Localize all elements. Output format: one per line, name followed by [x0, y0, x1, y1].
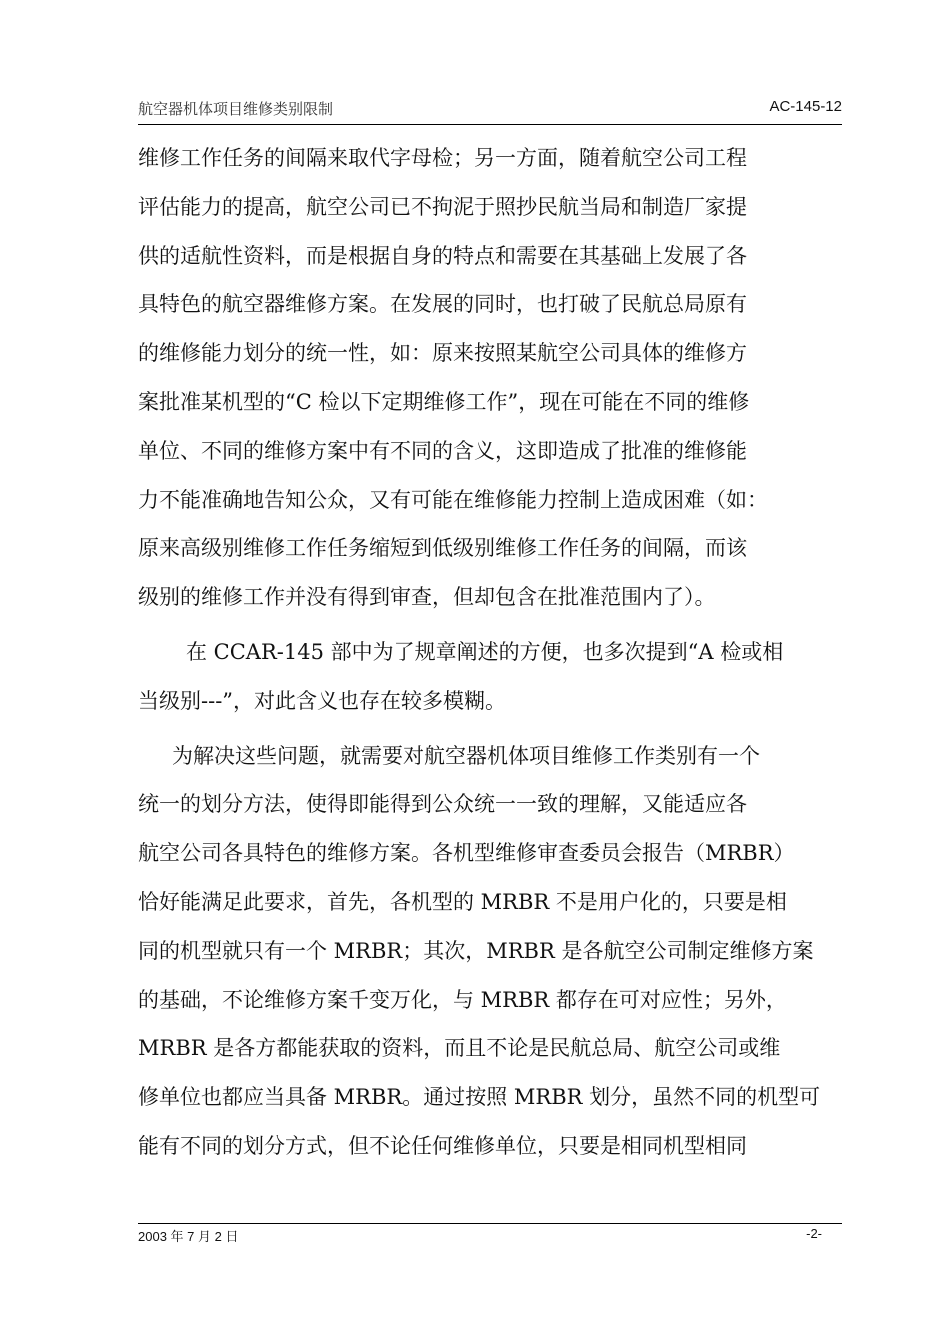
- footer-date: 2003 年 7 月 2 日: [138, 1229, 239, 1244]
- paragraph-line: 具特色的航空器维修方案。在发展的同时，也打破了民航总局原有: [138, 292, 747, 317]
- paragraph-line: 的维修能力划分的统一性，如：原来按照某航空公司具体的维修方: [138, 341, 747, 366]
- paragraph-line: 案批准某机型的“C 检以下定期维修工作”，现在可能在不同的维修: [138, 389, 750, 414]
- page-number: -2-: [806, 1226, 822, 1241]
- paragraph-line: 级别的维修工作并没有得到审查，但却包含在批准范围内了）。: [138, 585, 716, 610]
- paragraph-line: 同的机型就只有一个 MRBR；其次，MRBR 是各航空公司制定维修方案: [138, 938, 814, 963]
- document-body: [138, 134, 848, 1171]
- paragraph-line: 在 CCAR-145 部中为了规章阐述的方便，也多次提到“A 检或相: [186, 639, 784, 664]
- document-code: AC-145-12: [769, 98, 842, 115]
- document-title: 航空器机体项目维修类别限制: [138, 100, 334, 118]
- paragraph-line: 为解决这些问题，就需要对航空器机体项目维修工作类别有一个: [172, 743, 760, 768]
- paragraph-line: 力不能准确地告知公众，又有可能在维修能力控制上造成困难（如：: [138, 487, 768, 512]
- paragraph-line: 能有不同的划分方式，但不论任何维修单位，只要是相同机型相同: [138, 1133, 747, 1158]
- page-footer: [138, 1223, 842, 1244]
- paragraph-line: 原来高级别维修工作任务缩短到低级别维修工作任务的间隔，而该: [138, 536, 747, 561]
- paragraph-line: 统一的划分方法，使得即能得到公众统一一致的理解，又能适应各: [138, 792, 747, 817]
- paragraph-line: 航空公司各具特色的维修方案。各机型维修审查委员会报告（MRBR）: [138, 841, 795, 866]
- paragraph-3: [138, 732, 848, 1171]
- paragraph-line: MRBR 是各方都能获取的资料，而且不论是民航总局、航空公司或维: [138, 1036, 781, 1061]
- paragraph-2: [138, 628, 848, 726]
- paragraph-1: [138, 134, 848, 622]
- paragraph-line: 修单位也都应当具备 MRBR。通过按照 MRBR 划分，虽然不同的机型可: [138, 1085, 821, 1110]
- paragraph-line: 恰好能满足此要求，首先，各机型的 MRBR 不是用户化的，只要是相: [138, 889, 787, 914]
- paragraph-line: 评估能力的提高，航空公司已不拘泥于照抄民航当局和制造厂家提: [138, 194, 747, 219]
- paragraph-line: 单位、不同的维修方案中有不同的含义，这即造成了批准的维修能: [138, 438, 747, 463]
- paragraph-line: 当级别---”，对此含义也存在较多模糊。: [138, 688, 507, 713]
- page-header: [138, 96, 842, 125]
- paragraph-line: 维修工作任务的间隔来取代字母检；另一方面，随着航空公司工程: [138, 146, 747, 170]
- paragraph-line: 供的适航性资料，而是根据自身的特点和需要在其基础上发展了各: [138, 243, 747, 268]
- paragraph-line: 的基础，不论维修方案千变万化，与 MRBR 都存在可对应性；另外，: [138, 987, 787, 1012]
